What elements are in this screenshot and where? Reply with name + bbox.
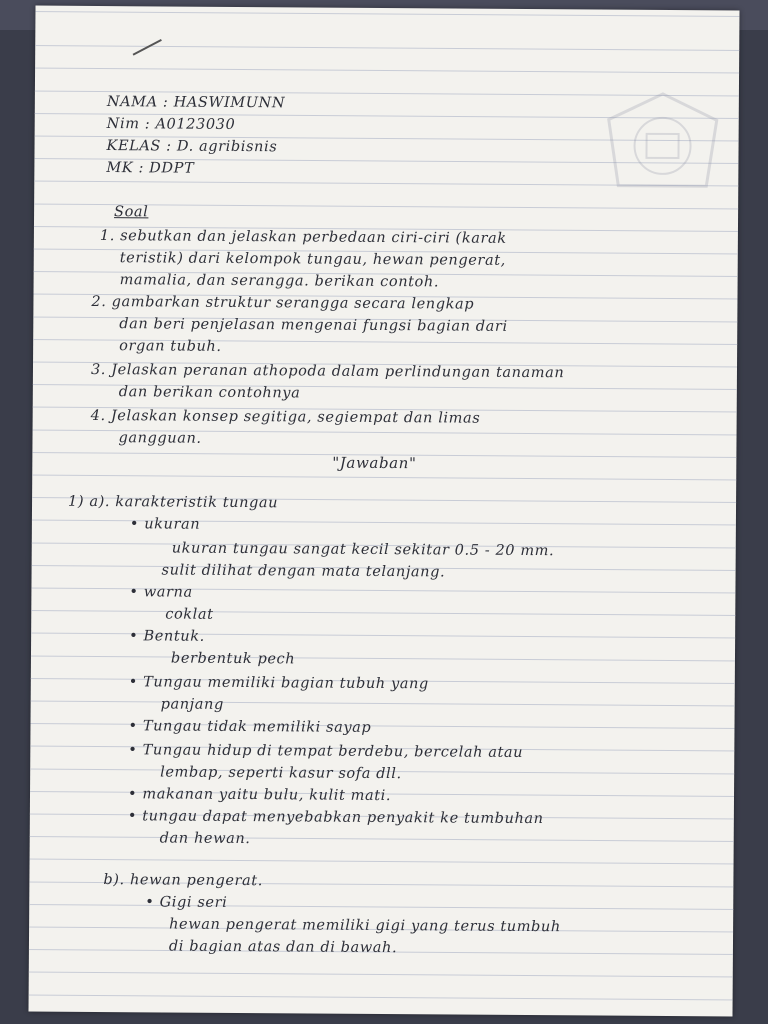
jawaban-title: "Jawaban"	[332, 453, 417, 473]
soal-line: organ tubuh.	[119, 338, 222, 355]
mk-line: MK : DDPT	[106, 160, 195, 177]
jawaban-line: dan hewan.	[159, 830, 251, 848]
soal-line: 2. gambarkan struktur serangga secara lengkap	[91, 293, 475, 313]
soal-line: 3. Jelaskan peranan athopoda dalam perlindungan tanaman	[90, 361, 565, 382]
jawaban-line: di bagian atas dan di bawah.	[168, 938, 398, 957]
soal-line: 4. Jelaskan konsep segitiga, segiempat dan limas	[90, 407, 481, 427]
jawaban-line: • ukuran	[129, 516, 201, 533]
jawaban-line: • warna	[129, 584, 193, 601]
jawaban-line: • Tungau hidup di tempat berdebu, bercelah atau	[128, 742, 524, 761]
jawaban-line: sulit dilihat dengan mata telanjang.	[161, 562, 446, 581]
notebook-page	[28, 6, 739, 1017]
jawaban-line: b). hewan pengerat.	[103, 872, 264, 890]
soal-line: dan beri penjelasan mengenai fungsi bagian dari	[119, 316, 508, 335]
soal-line: mamalia, dan serangga. berikan contoh.	[119, 272, 440, 291]
pen-mark	[133, 39, 162, 56]
jawaban-line: • Gigi seri	[145, 894, 228, 911]
jawaban-line: hewan pengerat memiliki gigi yang terus tumbuh	[169, 916, 561, 936]
jawaban-line: • Tungau tidak memiliki sayap	[128, 718, 372, 736]
soal-line: 1. sebutkan dan jelaskan perbedaan ciri-ciri (karak	[99, 228, 507, 247]
jawaban-line: lembap, seperti kasur sofa dll.	[160, 764, 402, 783]
soal-line: dan berikan contohnya	[118, 384, 301, 402]
soal-line: teristik) dari kelompok tungau, hewan pengerat,	[119, 250, 506, 269]
jawaban-line: • tungau dapat menyebabkan penyakit ke tumbuhan	[127, 808, 544, 828]
nim-line: Nim : A0123030	[106, 116, 236, 133]
jawaban-line: • Bentuk.	[129, 628, 205, 645]
nama-line: NAMA : HASWIMUNN	[106, 94, 286, 112]
jawaban-line: ukuran tungau sangat kecil sekitar 0.5 - 20 mm.	[171, 540, 555, 560]
soal-title: Soal	[114, 204, 149, 221]
jawaban-line: coklat	[165, 606, 214, 623]
soal-line: gangguan.	[118, 430, 202, 447]
jawaban-line: panjang	[160, 696, 224, 713]
jawaban-line: • makanan yaitu bulu, kulit mati.	[127, 786, 392, 805]
jawaban-line: 1) a). karakteristik tungau	[68, 493, 279, 512]
kelas-line: KELAS : D. agribisnis	[106, 138, 278, 156]
jawaban-line: berbentuk pech	[170, 650, 296, 668]
jawaban-line: • Tungau memiliki bagian tubuh yang	[128, 674, 429, 693]
university-seal-watermark	[602, 90, 723, 195]
